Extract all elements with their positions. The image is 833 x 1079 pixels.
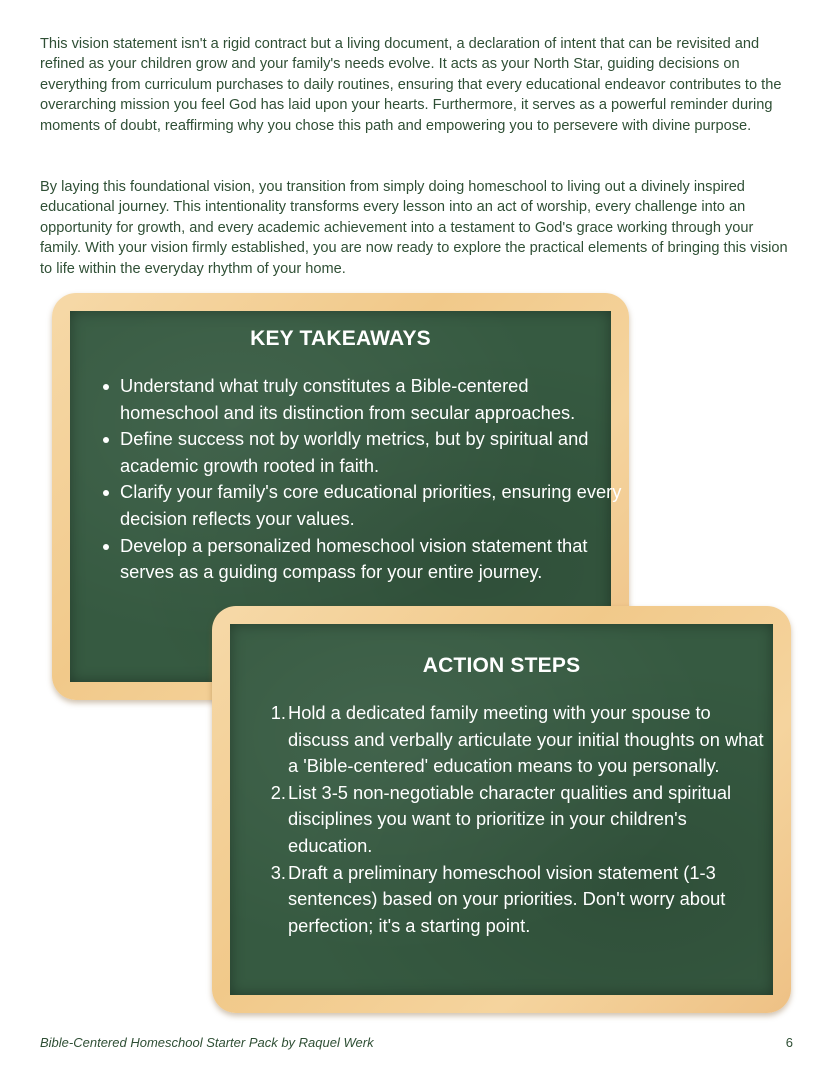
action-steps-chalkboard — [212, 606, 791, 1013]
page-number: 6 — [785, 1035, 793, 1050]
action-step-text: List 3-5 non-negotiable character qualities and spiritual disciplines you want to prioritize in your children's education. — [288, 781, 732, 856]
key-takeaway-item: Define success not by worldly metrics, but by spiritual and academic growth rooted in faith. — [100, 426, 625, 479]
action-step-text: Draft a preliminary homeschool vision statement (1-3 sentences) based on your priorities. Don't worry about perfection; it's a starting point. — [288, 861, 726, 936]
key-takeaways-title: KEY TAKEAWAYS — [250, 327, 431, 350]
action-step-text: Hold a dedicated family meeting with your spouse to discuss and verbally articulate your initial thoughts on what a 'Bible-centered' education means to you personally. — [288, 702, 764, 777]
body-paragraph-2: By laying this foundational vision, you transition from simply doing homeschool to living out a divinely inspired educational journey. This intentionality transforms every lesson into an act of worship, every challenge into an opportunity for growth, and every academic achievement into a testament to God's grace working through your family. With your vision firmly established, you are now ready to explore the practical elements of bringing this vision to life within the everyday rhythm of your home. — [40, 179, 788, 277]
action-step-item — [250, 860, 770, 940]
action-step-item — [250, 700, 770, 780]
action-step-number: 2. — [270, 781, 286, 803]
key-takeaway-item: Develop a personalized homeschool vision statement that serves as a guiding compass for your entire journey. — [100, 533, 625, 586]
action-steps-title: ACTION STEPS — [422, 654, 581, 677]
action-step-number: 1. — [270, 702, 286, 723]
key-takeaways-list — [100, 373, 625, 586]
footer-book-title: Bible-Centered Homeschool Starter Pack by Raquel Werk — [40, 1035, 374, 1050]
action-steps-list — [250, 700, 770, 939]
action-step-number: 3. — [270, 861, 286, 883]
action-steps-slate — [230, 624, 773, 995]
body-paragraph-1: This vision statement isn't a rigid contract but a living document, a declaration of intent that can be revisited and refined as your children grow and your family's needs evolve. It acts as your North Star, guiding decisions on everything from curriculum purchases to daily routines, ensuring that every educational endeavor contributes to the overarching mission you feel God has laid upon your hearts. Furthermore, it serves as a powerful reminder during moments of doubt, reaffirming why you chose this path and empowering you to persevere with divine purpose. — [40, 36, 782, 134]
key-takeaway-item: Understand what truly constitutes a Bible-centered homeschool and its distinction from secular approaches. — [100, 373, 625, 426]
action-step-item — [250, 780, 770, 860]
key-takeaway-item: Clarify your family's core educational priorities, ensuring every decision reflects your values. — [100, 479, 625, 532]
